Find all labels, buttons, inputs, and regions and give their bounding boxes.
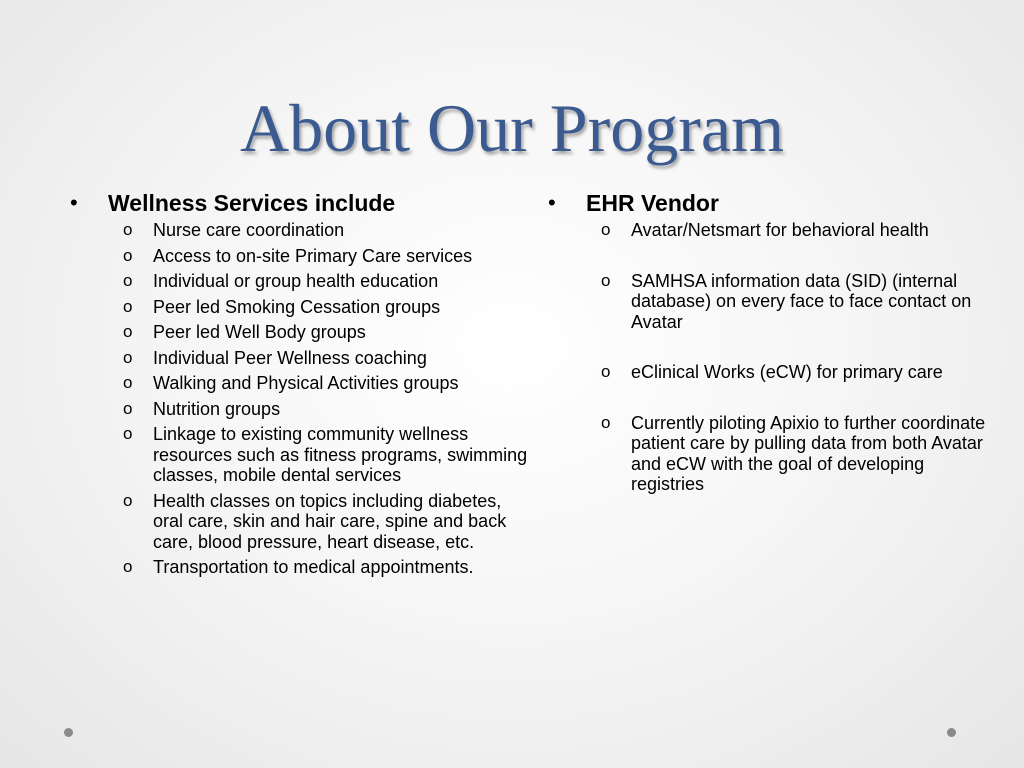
sub-bullet-icon: o [123,220,133,239]
sub-bullet-icon: o [123,398,133,418]
list-item: o SAMHSA information data (SID) (internal database) on every face to face contact on Avatar [601,270,972,332]
sub-bullet-icon: o [123,322,133,341]
bullet-icon: • [70,190,78,215]
sub-bullet-icon: o [123,424,133,443]
sub-bullet-icon: o [123,490,133,510]
right-column [548,188,988,525]
sub-bullet-icon: o [601,270,611,290]
sub-bullet-icon: o [601,220,611,239]
left-column [70,188,530,583]
sub-bullet-icon: o [123,347,133,367]
list-item: o Individual Peer Wellness coaching [123,347,427,368]
list-item: o Transportation to medical appointments. [123,557,474,577]
left-heading [70,188,530,218]
sub-bullet-icon: o [123,245,133,265]
list-item: o Avatar/Netsmart for behavioral health [601,220,929,240]
corner-dot-right-icon [947,728,956,737]
corner-dot-left-icon [64,728,73,737]
sub-bullet-icon: o [123,296,133,316]
right-sub-list [548,220,988,495]
list-item: o eClinical Works (eCW) for primary care [601,362,943,382]
sub-bullet-icon: o [601,412,611,432]
sub-bullet-icon: o [123,373,133,392]
left-heading-text: Wellness Services include [108,190,396,216]
sub-bullet-icon: o [601,362,611,381]
sub-bullet-icon: o [123,557,133,576]
list-item: o Health classes on topics including diabetes, oral care, skin and hair care, spine and back care, blood pressure, heart disease, etc. [123,490,507,552]
left-sub-list [70,220,530,578]
list-item: o Currently piloting Apixio to further coordinate patient care by pulling data from both Avatar and eCW with the goal of developing registries [601,412,986,494]
sub-bullet-icon: o [123,271,133,290]
right-heading-text: EHR Vendor [586,190,719,216]
slide-title: About Our Program [240,90,784,166]
bullet-icon: • [548,190,556,215]
list-item: o Linkage to existing community wellness resources such as fitness programs, swimming classes, mobile dental services [123,424,528,485]
list-item: o Peer led Smoking Cessation groups [123,296,441,317]
list-item: o Nurse care coordination [123,220,345,240]
list-item: o Peer led Well Body groups [123,322,366,342]
list-item: o Walking and Physical Activities groups [123,373,459,393]
list-item: o Nutrition groups [123,398,281,419]
list-item: o Individual or group health education [123,271,439,291]
right-heading [548,188,988,218]
list-item: o Access to on-site Primary Care services [123,245,473,266]
